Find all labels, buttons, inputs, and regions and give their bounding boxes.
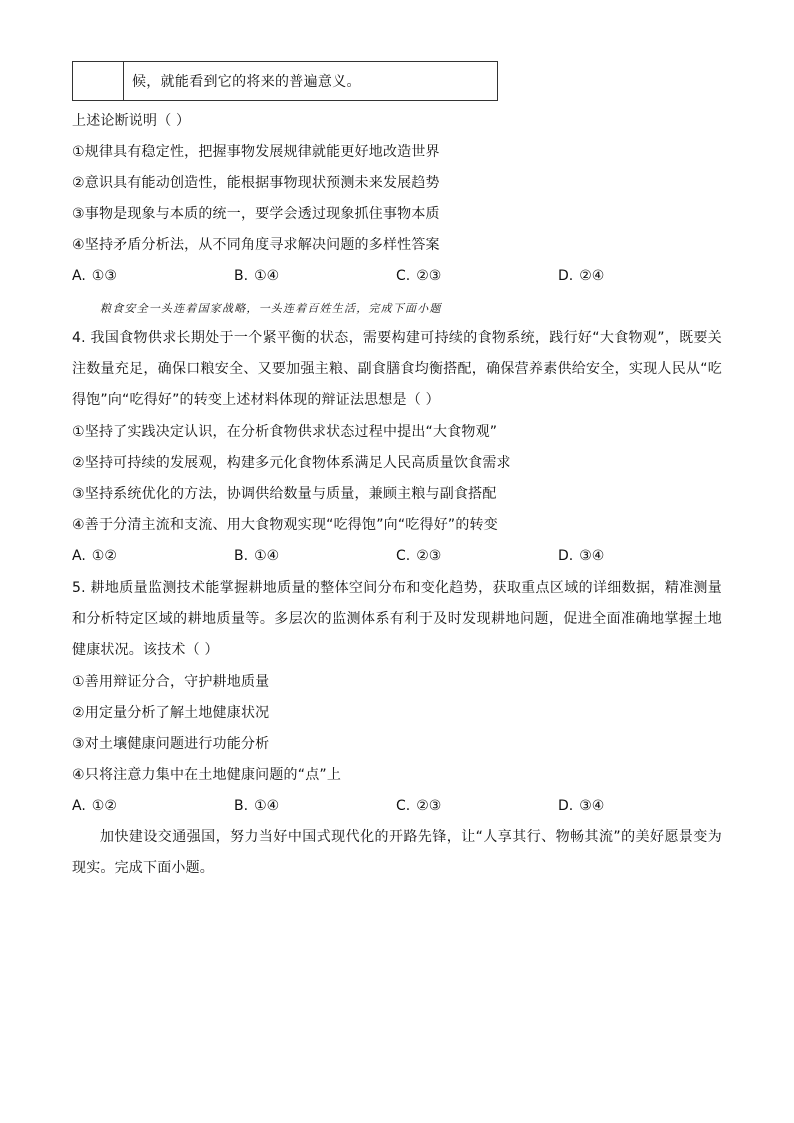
q3-statement-4: ④坚持矛盾分析法，从不同角度寻求解决问题的多样性答案	[72, 237, 440, 253]
question-5-stem: 5. 耕地质量监测技术能掌握耕地质量的整体空间分布和变化趋势，获取重点区域的详细数据，精准测量和分析特定区域的耕地质量等。多层次的监测体系有利于及时发现耕地问题，促进全面准确地掌握土地健康状况。该技术（ ）	[72, 580, 722, 658]
q4-statement-1: ①坚持了实践决定认识，在分析食物供求状态过程中提出“大食物观”	[72, 424, 498, 440]
q5-statement-2: ②用定量分析了解土地健康状况	[72, 705, 270, 721]
q5-statement-4: ④只将注意力集中在土地健康问题的“点”上	[72, 767, 342, 783]
q5-option-b[interactable]: B. ①④	[234, 798, 280, 814]
q3-statement-3: ③事物是现象与本质的统一，要学会透过现象抓住事物本质	[72, 206, 440, 222]
material-table	[72, 61, 498, 101]
q4-option-a[interactable]: A. ①②	[72, 548, 117, 564]
q5-options	[72, 797, 632, 815]
q4-option-d[interactable]: D. ③④	[558, 548, 605, 564]
table-cell-empty	[73, 62, 124, 100]
q5-option-d[interactable]: D. ③④	[558, 798, 605, 814]
q3-option-a[interactable]: A. ①③	[72, 268, 117, 284]
q5-statement-1: ①善用辩证分合，守护耕地质量	[72, 674, 270, 690]
q4-statement-3: ③坚持系统优化的方法，协调供给数量与质量，兼顾主粮与副食搭配	[72, 486, 497, 502]
q5-option-a[interactable]: A. ①②	[72, 798, 117, 814]
q3-option-c[interactable]: C. ②③	[396, 268, 442, 284]
section-intro-transport: 加快建设交通强国，努力当好中国式现代化的开路先锋，让“人享其行、物畅其流”的美好愿景变为现实。完成下面小题。	[72, 829, 722, 876]
q3-statement-1: ①规律具有稳定性，把握事物发展规律就能更好地改造世界	[72, 144, 440, 160]
q5-option-c[interactable]: C. ②③	[396, 798, 442, 814]
q3-options	[72, 267, 632, 285]
q5-statement-3: ③对土壤健康问题进行功能分析	[72, 736, 270, 752]
q3-option-b[interactable]: B. ①④	[234, 268, 280, 284]
q4-option-b[interactable]: B. ①④	[234, 548, 280, 564]
q4-statement-4: ④善于分清主流和支流、用大食物观实现“吃得饱”向“吃得好”的转变	[72, 517, 498, 533]
q4-statement-2: ②坚持可持续的发展观，构建多元化食物体系满足人民高质量饮食需求	[72, 455, 511, 471]
question-4-stem: 4. 我国食物供求长期处于一个紧平衡的状态，需要构建可持续的食物系统，践行好“大食物观”，既要关注数量充足，确保口粮安全、又要加强主粮、副食膳食均衡搭配，确保营养素供给安全，实现人民从“吃得饱”向“吃得好”的转变上述材料体现的辩证法思想是（ ）	[72, 330, 722, 408]
q4-option-c[interactable]: C. ②③	[396, 548, 442, 564]
question-3-stem: 上述论断说明（ ）	[72, 113, 191, 129]
q3-option-d[interactable]: D. ②④	[558, 268, 605, 284]
q3-statement-2: ②意识具有能动创造性，能根据事物现状预测未来发展趋势	[72, 175, 440, 191]
q4-options	[72, 547, 632, 565]
section-intro-food-security: 粮食安全一头连着国家战略，一头连着百姓生活，完成下面小题	[100, 302, 442, 315]
table-cell-text: 候，就能看到它的将来的普遍意义。	[132, 74, 361, 90]
